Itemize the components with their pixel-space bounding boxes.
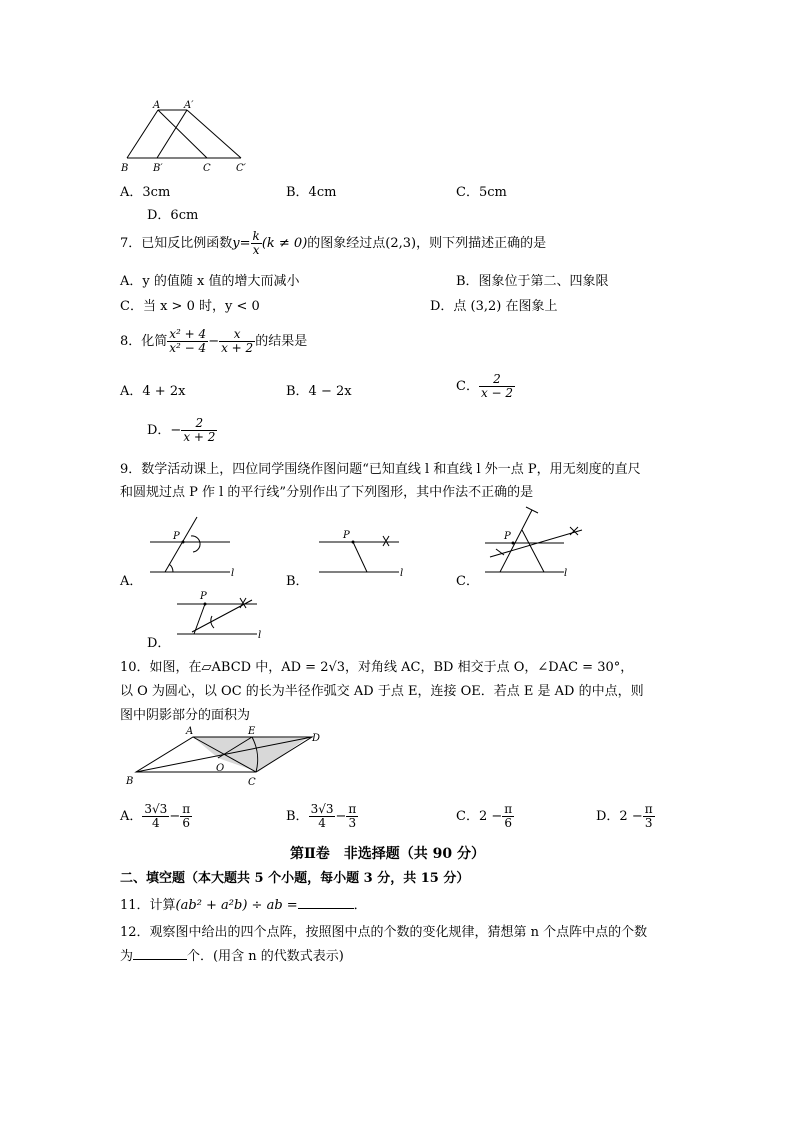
q7-text-3: ，则下列描述正确的是 — [416, 236, 547, 251]
q10-label-O: O — [216, 763, 225, 774]
q10-label-D: D — [312, 733, 321, 744]
q8-option-a[interactable]: A．4 + 2x — [120, 384, 186, 399]
q10-b-frac-1 — [309, 803, 336, 829]
q9-option-d[interactable]: D． — [147, 636, 171, 651]
q8-option-c[interactable] — [456, 367, 515, 407]
q9-b-label-p: P — [343, 530, 350, 541]
q7-stem — [120, 229, 546, 259]
q12-stem-line-2 — [120, 945, 344, 964]
q7-point: (2,3) — [385, 236, 417, 251]
q10-option-b[interactable] — [286, 797, 358, 837]
q6-option-d[interactable]: D．6cm — [147, 208, 199, 223]
q7-fraction — [251, 230, 262, 256]
q10-a-num-2: π — [182, 802, 191, 817]
q8-text-1: 8．化简 — [120, 334, 168, 349]
q11-stem — [120, 894, 367, 913]
q9-figure-a — [145, 512, 245, 582]
q9-figure-d — [172, 588, 272, 640]
q10-c-label: C．2 − — [456, 809, 503, 824]
q9-d-label-p: P — [200, 591, 207, 602]
q10-a-den-2: 6 — [182, 816, 190, 830]
q9-c-label-l: l — [564, 568, 568, 579]
q7-text-2: 的图象经过点 — [307, 236, 386, 251]
q7-frac-num: k — [252, 229, 260, 244]
q10-d-frac — [643, 803, 655, 829]
q10-a-frac-2 — [180, 803, 192, 829]
q7-option-b[interactable]: B．图象位于第二、四象限 — [456, 274, 609, 289]
q10-d-num: π — [644, 802, 653, 817]
q9-stem-line-1: 9．数学活动课上，四位同学围绕作图问题“已知直线 l 和直线 l 外一点 P，用无刻度的直尺 — [120, 462, 641, 477]
q10-b-den-2: 3 — [348, 816, 357, 830]
q8-stem — [120, 322, 307, 362]
q11-answer-blank[interactable] — [298, 896, 354, 909]
q9-option-a[interactable]: A． — [120, 574, 143, 589]
q10-c-num: π — [504, 802, 513, 817]
q8-option-d-fraction — [181, 417, 217, 443]
q10-a-minus: − — [169, 809, 181, 824]
q12-text-2: 个．(用含 n 的代数式表示) — [187, 949, 344, 964]
q12-text-1: 为 — [120, 949, 134, 964]
q10-label-A: A — [186, 726, 194, 737]
label-A-prime: A′ — [184, 100, 194, 111]
q7-option-c[interactable]: C．当 x > 0 时，y < 0 — [120, 299, 260, 314]
q10-stem-line-3: 图中阴影部分的面积为 — [120, 708, 251, 723]
q10-a-den-1: 4 — [152, 816, 160, 830]
q12-answer-blank[interactable] — [133, 947, 187, 960]
q11-period: ． — [353, 898, 367, 913]
q10-b-den-1: 4 — [318, 816, 326, 830]
q10-parallelogram-figure — [122, 724, 327, 790]
q8-minus: − — [208, 334, 220, 349]
q9-option-c[interactable]: C． — [456, 574, 479, 589]
q8-frac1-den: x² − 4 — [169, 341, 207, 355]
q8-frac2-den: x + 2 — [221, 341, 254, 355]
q8-option-b[interactable]: B．4 − 2x — [286, 384, 352, 399]
label-C: C — [203, 163, 211, 174]
q8-fraction-2 — [219, 328, 255, 354]
q7-eq: = — [239, 236, 251, 251]
q8-fraction-1 — [167, 328, 208, 354]
q10-option-c[interactable] — [456, 797, 514, 837]
q8-frac1-num: x² + 4 — [169, 327, 207, 342]
q8-option-c-label: C． — [456, 379, 479, 394]
q7-y: y — [232, 236, 240, 251]
q9-a-label-l: l — [231, 568, 235, 579]
q9-figure-c — [482, 505, 592, 583]
q10-b-label: B． — [286, 809, 309, 824]
q8-option-c-fraction — [479, 373, 515, 399]
q10-a-num-1: 3√3 — [144, 802, 168, 817]
q10-b-minus: − — [335, 809, 347, 824]
q6-option-b[interactable]: B．4cm — [286, 185, 337, 200]
q8-d-num: 2 — [181, 417, 217, 431]
q10-d-label: D．2 − — [596, 809, 643, 824]
q10-stem-line-1: 10．如图，在▱ABCD 中，AD = 2√3，对角线 AC，BD 相交于点 O，∠DAC = 30°， — [120, 660, 634, 675]
q10-option-d[interactable] — [596, 797, 655, 837]
translation-figure — [115, 98, 255, 176]
q7-option-d[interactable]: D．点 (3,2) 在图象上 — [430, 299, 558, 314]
q10-b-frac-2 — [346, 803, 358, 829]
q6-option-a[interactable]: A．3cm — [120, 185, 171, 200]
label-B: B — [121, 163, 129, 174]
q8-text-2: 的结果是 — [255, 334, 308, 349]
q8-c-num: 2 — [479, 373, 515, 387]
q12-stem-line-1: 12．观察图中给出的四个点阵，按照图中点的个数的变化规律，猜想第 n 个点阵中点的个数 — [120, 925, 648, 940]
q7-option-a[interactable]: A．y 的值随 x 值的增大而减小 — [120, 274, 300, 289]
q8-option-d-label: D．− — [147, 423, 182, 438]
q8-d-den: x + 2 — [183, 430, 216, 444]
q7-condition: (k ≠ 0) — [261, 236, 308, 251]
q8-c-den: x − 2 — [480, 386, 514, 400]
q9-a-label-p: P — [173, 531, 180, 542]
q10-a-frac-1 — [142, 803, 169, 829]
q9-c-label-p: P — [504, 531, 511, 542]
label-C-prime: C′ — [236, 163, 246, 174]
q10-b-num-1: 3√3 — [310, 802, 334, 817]
label-B-prime: B′ — [153, 163, 163, 174]
q10-label-B: B — [126, 776, 134, 787]
q9-option-b[interactable]: B． — [286, 574, 309, 589]
q11-expression: (ab² + a²b) ÷ ab = — [175, 898, 298, 913]
q7-frac-den: x — [252, 243, 260, 257]
section-2-title: 第Ⅱ卷 非选择题（共 90 分） — [290, 846, 486, 862]
label-A: A — [153, 100, 161, 111]
q10-c-frac — [502, 803, 514, 829]
q10-d-den: 3 — [644, 816, 653, 830]
q10-b-num-2: π — [348, 802, 357, 817]
q9-stem-line-2: 和圆规过点 P 作 l 的平行线”分别作出了下列图形，其中作法不正确的是 — [120, 485, 534, 500]
q9-b-label-l: l — [400, 568, 404, 579]
q8-option-d[interactable] — [147, 411, 217, 451]
q6-option-c[interactable]: C．5cm — [456, 185, 507, 200]
q11-text-1: 11．计算 — [120, 898, 176, 913]
q10-a-label: A． — [120, 809, 143, 824]
q9-d-label-l: l — [258, 630, 262, 640]
q10-label-C: C — [248, 777, 256, 788]
q10-c-den: 6 — [504, 816, 513, 830]
q10-stem-line-2: 以 O 为圆心，以 OC 的长为半径作弧交 AD 于点 E，连接 OE．若点 E 是 AD 的中点，则 — [120, 684, 644, 699]
fill-in-heading: 二、填空题（本大题共 5 个小题，每小题 3 分，共 15 分） — [120, 871, 470, 886]
q10-option-a[interactable] — [120, 797, 192, 837]
q9-figure-b — [315, 524, 415, 582]
q7-text-1: 7．已知反比例函数 — [120, 236, 233, 251]
q8-frac2-num: x — [219, 328, 255, 342]
q10-label-E: E — [248, 726, 256, 737]
